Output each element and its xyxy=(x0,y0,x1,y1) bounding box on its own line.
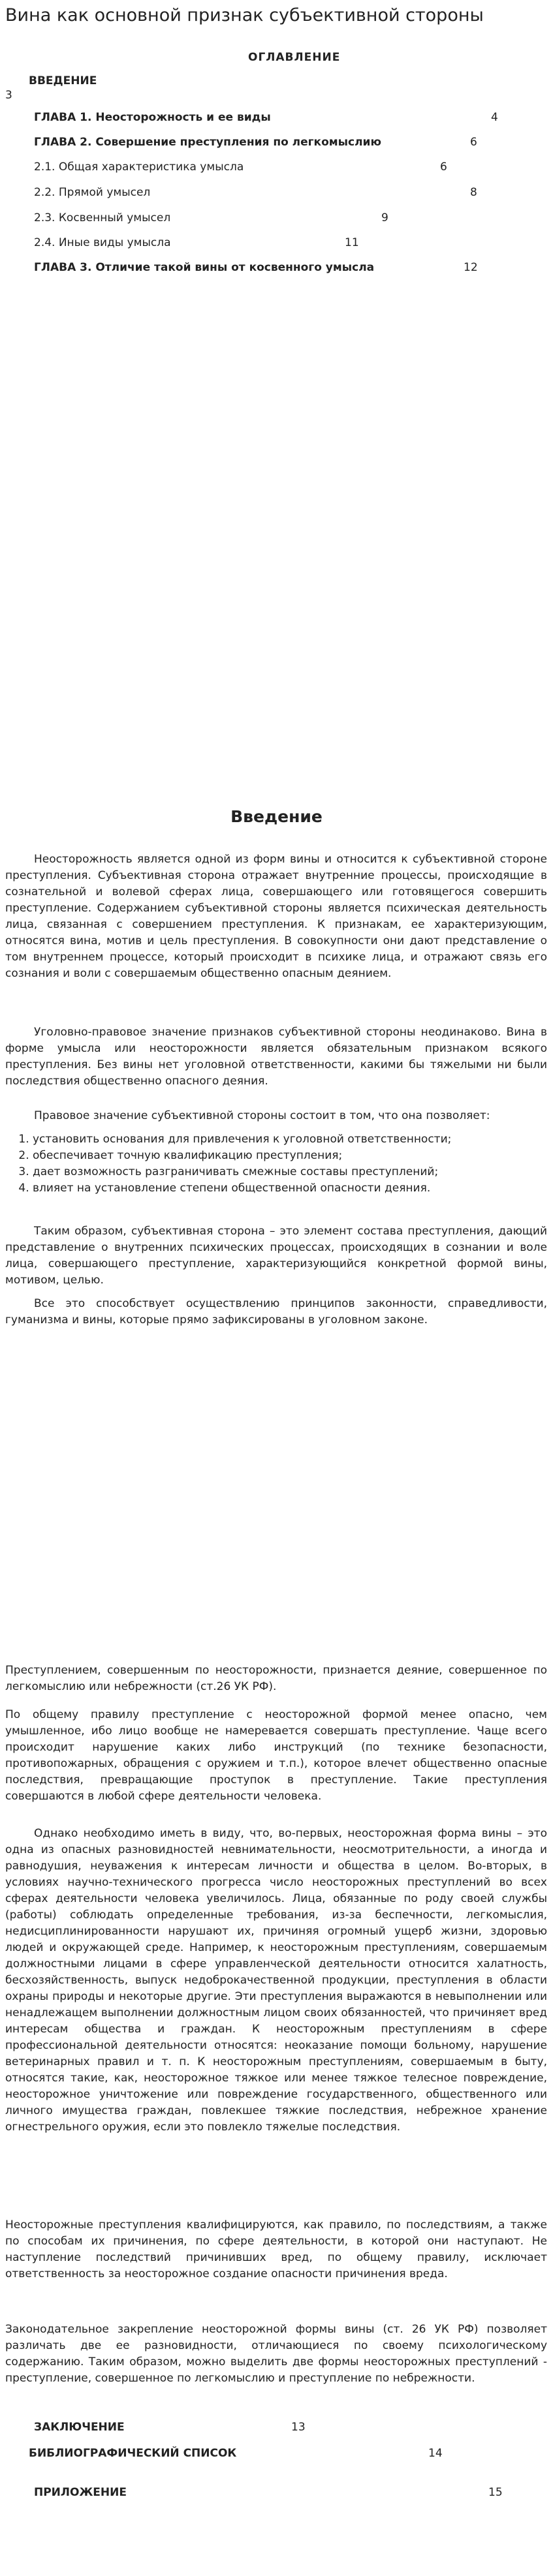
chapter1-paragraph: Преступлением, совершенным по неосторожности, признается деяние, совершенное по легкомыслию или небрежности (ст.26 УК РФ). xyxy=(5,1664,547,1693)
toc-tail-label: ПРИЛОЖЕНИЕ xyxy=(34,2486,127,2499)
list-item: 3. дает возможность разграничивать смежные составы преступлений; xyxy=(33,1164,547,1180)
toc-item-label: ГЛАВА 3. Отличие такой вины от косвенного умысла xyxy=(34,261,375,274)
list-item: 2. обеспечивает точную квалификацию преступления; xyxy=(33,1148,547,1164)
toc-tail-page: 14 xyxy=(428,2447,443,2460)
toc-tail-page: 15 xyxy=(488,2486,503,2499)
intro-paragraph: Правовое значение субъективной стороны состоит в том, что она позволяет: xyxy=(34,1109,490,1122)
toc-item-label: 2.3. Косвенный умысел xyxy=(34,211,171,224)
toc-tail-item xyxy=(0,2421,553,2438)
toc-item-label: 2.1. Общая характеристика умысла xyxy=(34,161,244,174)
toc-item-label: ГЛАВА 2. Совершение преступления по легкомыслию xyxy=(34,136,381,149)
toc-intro-line xyxy=(0,74,553,90)
toc-intro-page: 3 xyxy=(5,89,12,102)
toc-item-label: 2.2. Прямой умысел xyxy=(34,186,151,199)
toc-item xyxy=(0,236,553,252)
toc-item-page: 6 xyxy=(470,136,477,149)
intro-paragraph: Уголовно-правовое значение признаков субъективной стороны неодинаково. Вина в форме умысла или неосторожности является обязательным признаком всякого преступления. Без вины нет уголовной ответственности, какими бы тяжелыми ни были последствия общественно опасного деяния. xyxy=(5,1026,547,1088)
toc-item-page: 12 xyxy=(464,261,478,274)
chapter1-paragraph: По общему правилу преступление с неосторожной формой менее опасно, чем умышленное, ибо лицо вообще не намеревается совершать преступление. Чаще всего происходит нарушение каких либо инструкций (по технике безопасности, противопожарных, обращения с оружием и т.п.), которое влечет общественно опасные последствия, превращающие проступок в преступление. Такие преступления совершаются в любой сфере деятельности человека. xyxy=(5,1708,547,1803)
toc-item-page: 6 xyxy=(440,161,447,174)
toc-item-label: ГЛАВА 1. Неосторожность и ее виды xyxy=(34,111,271,124)
toc-intro-page-line xyxy=(0,89,553,104)
toc-tail-page: 13 xyxy=(291,2421,306,2434)
toc-tail-label: ЗАКЛЮЧЕНИЕ xyxy=(34,2421,125,2434)
intro-paragraph: Все это способствует осуществлению принципов законности, справедливости, гуманизма и вины, которые прямо зафиксированы в уголовном законе. xyxy=(5,1297,547,1326)
chapter1-paragraph: Неосторожные преступления квалифицируются, как правило, по последствиям, а также по способам их причинения, по сфере деятельности, в которой они наступают. Не наступление последствий причинивших вред, по общему правилу, исключает ответственность за неосторожное создание опасности причинения вреда. xyxy=(5,2218,547,2280)
list-item: 1. установить основания для привлечения к уголовной ответственности; xyxy=(33,1131,547,1148)
toc-tail-item xyxy=(0,2486,553,2503)
intro-paragraph: Таким образом, субъективная сторона – это элемент состава преступления, дающий представление о внутренних психических процессах, происходящих в сознании и воле лица, совершающего преступление, характеризующийся конкретной формой вины, мотивом, целью. xyxy=(5,1225,547,1287)
toc-tail-label: БИБЛИОГРАФИЧЕСКИЙ СПИСОК xyxy=(29,2447,237,2460)
toc-intro-label: ВВЕДЕНИЕ xyxy=(29,74,97,87)
toc-item xyxy=(0,211,553,227)
toc-item-page: 9 xyxy=(381,211,388,224)
toc-item-page: 4 xyxy=(491,111,498,124)
toc-heading: ОГЛАВЛЕНИЕ xyxy=(248,51,341,64)
toc-tail-item xyxy=(0,2447,553,2464)
chapter1-paragraph: Законодательное закрепление неосторожной формы вины (ст. 26 УК РФ) позволяет различать две ее разновидности, отличающиеся по своему психологическому содержанию. Таким образом, можно выделить две формы неосторожных преступлений - преступление, совершенное по легкомыслию и преступление по небрежности. xyxy=(5,2323,547,2385)
chapter1-paragraph: Однако необходимо иметь в виду, что, во-первых, неосторожная форма вины – это одна из опасных разновидностей невнимательности, неосмотрительности, а иногда и равнодушия, неуважения к интересам личности и общества в целом. Во-вторых, в условиях научно-технического прогресса число неосторожных преступлений во всех сферах деятельности человека увеличилось. Лица, обязанные по роду своей службы (работы) соблюдать определенные требования, из-за беспечности, легкомыслия, недисциплинированности нарушают их, причиняя огромный ущерб жизни, здоровью людей и окружающей среде. Например, к неосторожным преступлениям, совершаемым должностными лицами в сфере управленческой деятельности относится халатность, бесхозяйственность, выпуск недоброкачественной продукции, преступления в области охраны природы и некоторые другие. Эти преступления выражаются в невыполнении или ненадлежащем выполнении должностным лицом своих обязанностей, что причиняет вред интересам общества и граждан. К неосторожным преступлениям в сфере профессиональной деятельности относятся: неоказание помощи больному, нарушение ветеринарных правил и т. п. К неосторожным преступлениям, совершаемым в быту, относятся такие, как, неосторожное тяжкое или менее тяжкое телесное повреждение, неосторожное уничтожение или повреждение государственного, общественного или личного имущества граждан, повлекшее тяжкие последствия, небрежное хранение огнестрельного оружия, если это повлекло тяжелые последствия. xyxy=(5,1827,547,2134)
document-title: Вина как основной признак субъективной стороны xyxy=(5,5,484,25)
intro-heading: Введение xyxy=(230,807,323,826)
intro-list xyxy=(5,1131,547,1197)
toc-item xyxy=(0,111,553,127)
intro-paragraph: Неосторожность является одной из форм вины и относится к субъективной стороне преступления. Субъективная сторона отражает внутренние процессы, происходящие в сознательной и волевой сферах лица, совершающего или готовящегося совершить преступление. Содержанием субъективной стороны является психическая деятельность лица, связанная с совершением преступления. К признакам, ее характеризующим, относятся вина, мотив и цель преступления. В совокупности они дают представление о том внутреннем процессе, который происходит в психике лица, и отражают связь его сознания и воли с совершаемым общественно опасным деянием. xyxy=(5,853,547,980)
toc-item xyxy=(0,186,553,202)
toc-item-label: 2.4. Иные виды умысла xyxy=(34,236,171,249)
toc-item-page: 8 xyxy=(470,186,477,199)
list-item: 4. влияет на установление степени общественной опасности деяния. xyxy=(33,1180,547,1197)
toc-item xyxy=(0,136,553,151)
toc-item xyxy=(0,261,553,277)
toc-item-page: 11 xyxy=(345,236,359,249)
toc-item xyxy=(0,161,553,176)
